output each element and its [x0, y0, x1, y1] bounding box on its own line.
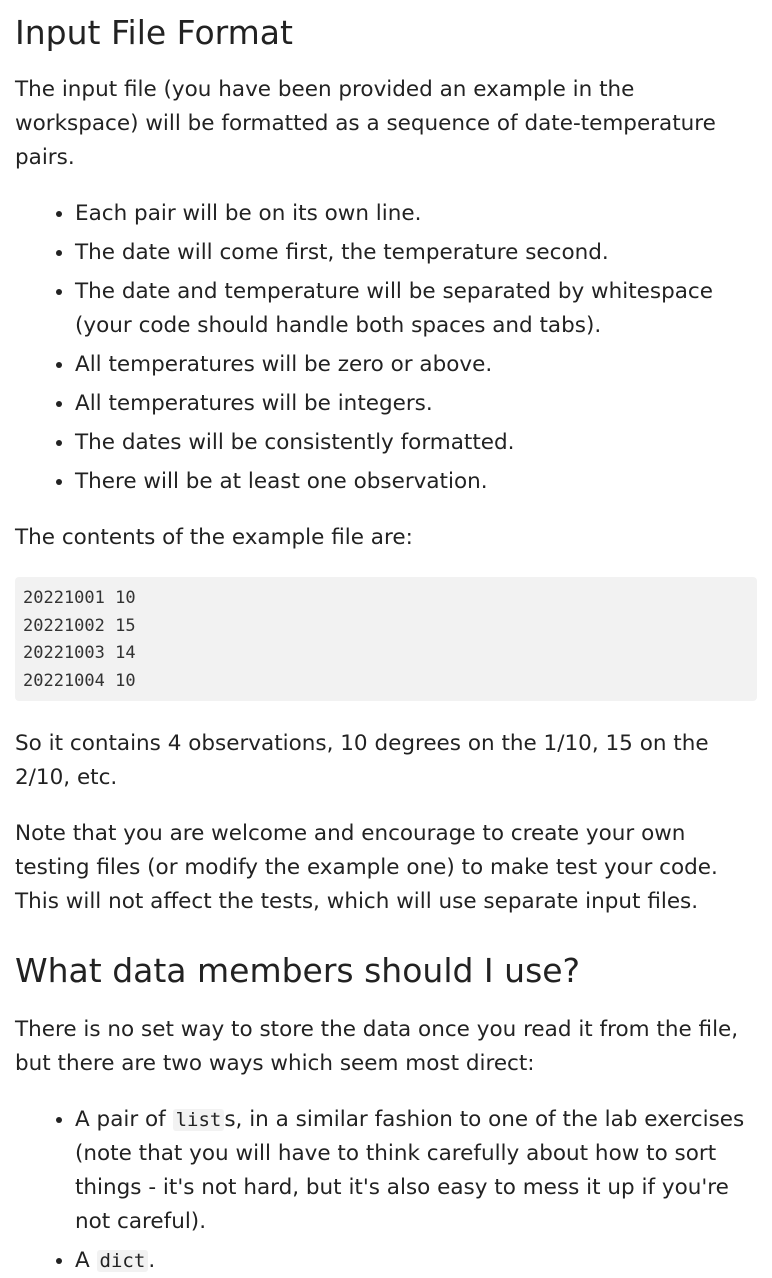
list-item-lists: [75, 1103, 757, 1239]
list-item: • All temperatures will be zero or above.: [75, 348, 757, 382]
format-rules-list: [15, 197, 757, 499]
storage-options-list: [15, 1103, 757, 1278]
code-line: 20221002 15: [23, 615, 136, 636]
testing-note: Note that you are welcome and encourage to create your own testing files (or modify the example one) to make test your code. This will not affect the tests, which will use separate input files.: [15, 821, 718, 914]
list-item-prefix: A pair of: [75, 1107, 173, 1132]
list-item: • There will be at least one observation.: [75, 465, 757, 499]
list-item: • Each pair will be on its own line.: [75, 197, 757, 231]
data-members-intro: There is no set way to store the data once you read it from the file, but there are two ways which seem most direct:: [15, 1017, 739, 1076]
list-item: • The dates will be consistently formatted.: [75, 426, 757, 460]
code-line: 20221003 14: [23, 643, 136, 663]
list-item: • All temperatures will be integers.: [75, 387, 757, 421]
list-item-dict: [75, 1244, 757, 1278]
list-item: • The date will come first, the temperature second.: [75, 236, 757, 270]
observations-note: So it contains 4 observations, 10 degrees on the 1/10, 15 on the 2/10, etc.: [15, 731, 709, 790]
inline-code-dict: dict: [97, 1250, 149, 1272]
code-line: 20221004 10: [23, 670, 136, 691]
data-members-heading: What data members should I use?: [15, 951, 581, 990]
code-line: 20221001 10: [23, 588, 136, 608]
input-file-intro: The input file (you have been provided an example in the workspace) will be formatted as a sequence of date-temperature pairs.: [15, 77, 716, 170]
input-file-format-heading: Input File Format: [15, 13, 293, 52]
example-file-code-block: [15, 577, 757, 701]
list-item-suffix: .: [148, 1248, 156, 1273]
inline-code-list: list: [173, 1109, 225, 1131]
example-intro: The contents of the example file are:: [15, 525, 413, 550]
list-item: • The date and temperature will be separated by whitespace (your code should handle both spaces and tabs).: [75, 275, 757, 343]
list-item-prefix: A: [75, 1248, 97, 1273]
list-item-suffix: s, in a similar fashion to one of the lab exercises (note that you will have to think carefully about how to sort things - it's not hard, but it's also easy to mess it up if you're not careful).: [75, 1107, 745, 1234]
